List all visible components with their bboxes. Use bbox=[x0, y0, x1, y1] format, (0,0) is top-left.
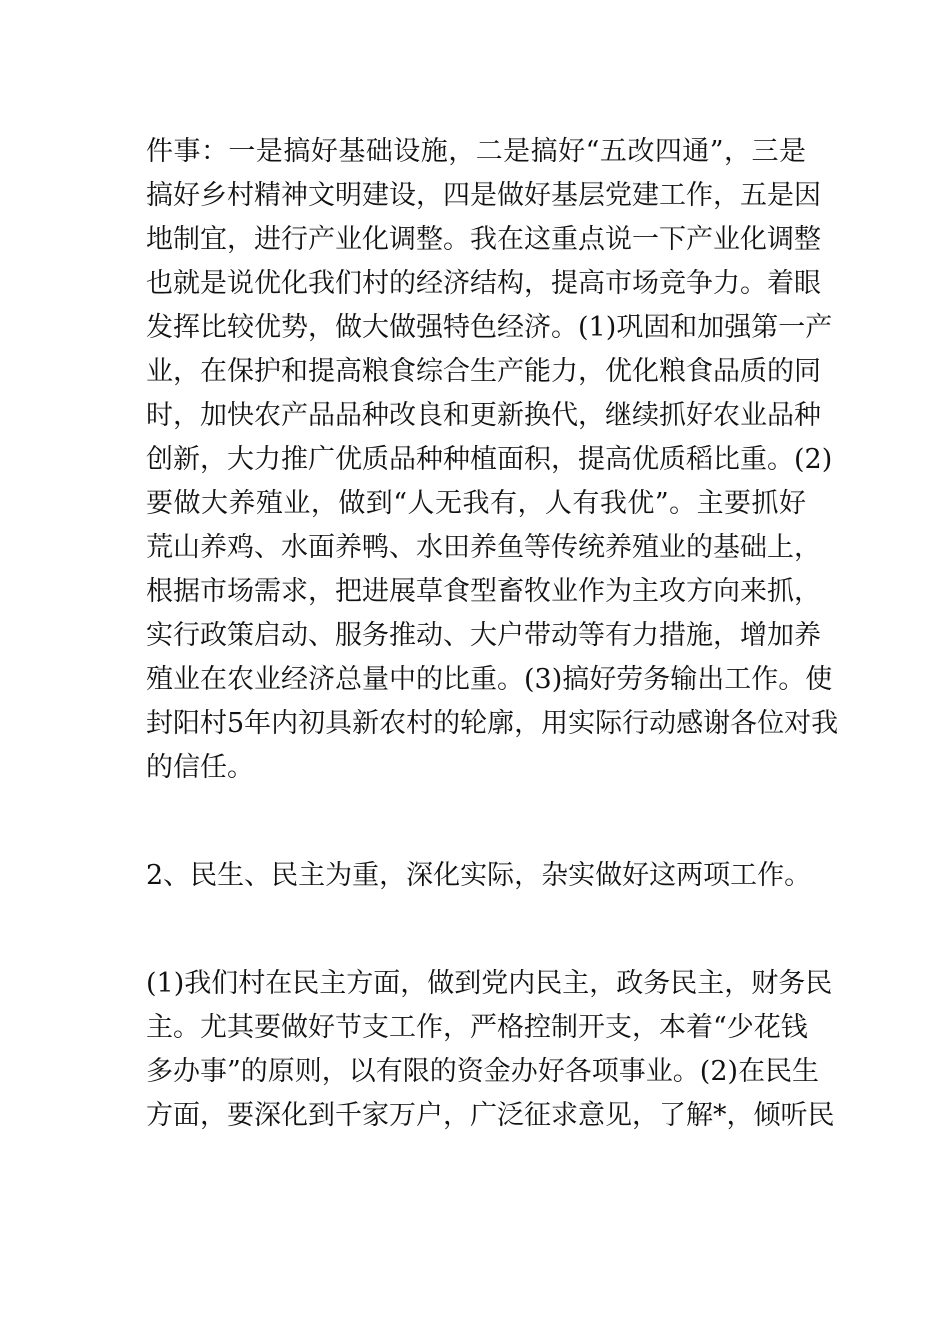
text-line: 的信任。 bbox=[146, 752, 254, 783]
text-line: 创新，大力推广优质品种种植面积，提高优质稻比重。(2) bbox=[146, 444, 833, 475]
text-line: 荒山养鸡、水面养鸭、水田养鱼等传统养殖业的基础上， bbox=[146, 532, 821, 563]
text-line: 殖业在农业经济总量中的比重。(3)搞好劳务输出工作。使 bbox=[146, 664, 833, 695]
text-line: 实行政策启动、服务推动、大户带动等有力措施，增加养 bbox=[146, 620, 821, 651]
text-line: 主。尤其要做好节支工作，严格控制开支，本着“少花钱 bbox=[146, 1012, 808, 1043]
text-line: 发挥比较优势，做大做强特色经济。(1)巩固和加强第一产 bbox=[146, 312, 833, 343]
text-line: 多办事”的原则，以有限的资金办好各项事业。(2)在民生 bbox=[146, 1056, 820, 1087]
text-line: 根据市场需求，把进展草食型畜牧业作为主攻方向来抓， bbox=[146, 576, 821, 607]
paragraph-industrial-adjustment bbox=[146, 130, 839, 790]
text-line: 业，在保护和提高粮食综合生产能力，优化粮食品质的同 bbox=[146, 356, 821, 387]
section-heading-line: 2、民生、民主为重，深化实际，杂实做好这两项工作。 bbox=[146, 860, 812, 891]
text-line: 方面，要深化到千家万户，广泛征求意见，了解*，倾听民 bbox=[146, 1100, 835, 1131]
text-line: 时，加快农产品品种改良和更新换代，继续抓好农业品种 bbox=[146, 400, 821, 431]
document-page bbox=[146, 130, 839, 1138]
paragraph-spacer bbox=[146, 898, 806, 962]
text-line: 要做大养殖业，做到“人无我有，人有我优”。主要抓好 bbox=[146, 488, 806, 519]
text-line: 件事：一是搞好基础设施，二是搞好“五改四通”，三是 bbox=[146, 136, 806, 167]
text-line: 也就是说优化我们村的经济结构，提高市场竞争力。着眼 bbox=[146, 268, 821, 299]
text-line: (1)我们村在民主方面，做到党内民主，政务民主，财务民 bbox=[146, 968, 833, 999]
paragraph-democracy-livelihood bbox=[146, 962, 835, 1138]
paragraph-spacer bbox=[146, 790, 806, 854]
text-line: 搞好乡村精神文明建设，四是做好基层党建工作，五是因 bbox=[146, 180, 821, 211]
text-line: 封阳村5年内初具新农村的轮廓，用实际行动感谢各位对我 bbox=[146, 708, 839, 739]
text-line: 地制宜，进行产业化调整。我在这重点说一下产业化调整 bbox=[146, 224, 821, 255]
paragraph-heading-livelihood-democracy bbox=[146, 854, 812, 898]
